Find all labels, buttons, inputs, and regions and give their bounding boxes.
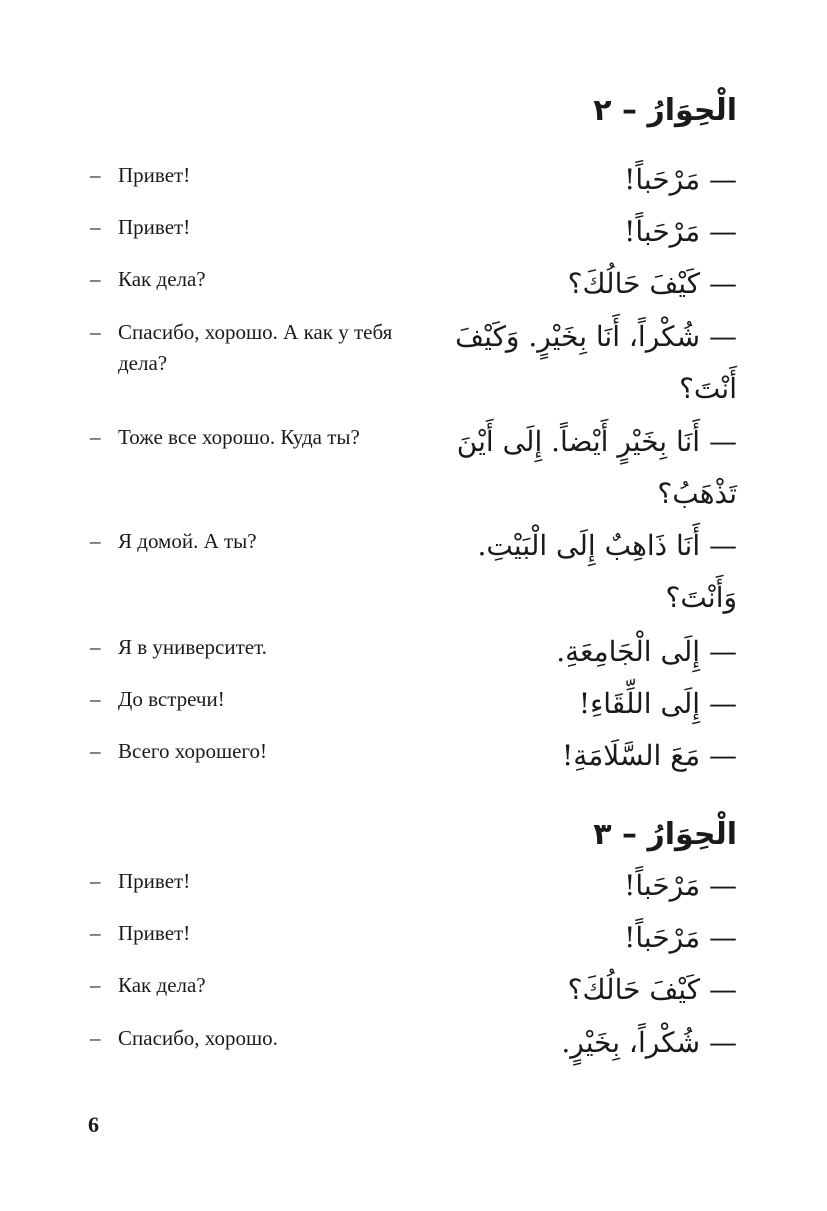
russian-line xyxy=(90,526,400,557)
page-number: 6 xyxy=(88,1112,99,1137)
dash-marker: – xyxy=(90,973,101,997)
dash-marker: – xyxy=(90,215,101,239)
russian-line xyxy=(90,684,400,715)
arabic-text: — أَنَا بِخَيْرٍ أَيْضاً. إِلَى أَيْنَ تَذْهَبُ؟ xyxy=(456,425,737,510)
dash-marker: – xyxy=(90,1026,101,1050)
arabic-text: — أَنَا ذَاهِبٌ إِلَى الْبَيْتِ. وَأَنْتَ؟ xyxy=(477,529,737,614)
russian-text: Привет! xyxy=(118,215,191,239)
dash-marker: – xyxy=(90,425,101,449)
dash-marker: – xyxy=(90,320,101,344)
russian-line xyxy=(90,918,400,949)
dash-marker: – xyxy=(90,635,101,659)
russian-text: Тоже все хорошо. Куда ты? xyxy=(118,425,360,449)
russian-text: Как дела? xyxy=(118,267,206,291)
russian-text: Привет! xyxy=(118,869,191,893)
arabic-text: — مَرْحَباً! xyxy=(624,163,737,196)
arabic-text: — مَرْحَباً! xyxy=(624,921,737,954)
dialogue-heading-2: الْحِوَارُ – ٢ xyxy=(593,93,737,128)
dash-marker: – xyxy=(90,267,101,291)
dialogue-heading-3: الْحِوَارُ – ٣ xyxy=(593,817,737,852)
arabic-text: — كَيْفَ حَالُكَ؟ xyxy=(567,267,737,300)
russian-line xyxy=(90,160,400,191)
dash-marker: – xyxy=(90,163,101,187)
russian-text: До встречи! xyxy=(118,687,225,711)
russian-line xyxy=(90,866,400,897)
russian-line xyxy=(90,1023,400,1054)
arabic-text: — شُكْراً، بِخَيْرٍ. xyxy=(561,1026,737,1059)
russian-line xyxy=(90,422,400,453)
arabic-text: — إِلَى اللِّقَاءِ! xyxy=(578,687,737,720)
russian-text: Как дела? xyxy=(118,973,206,997)
russian-text: Спасибо, хорошо. xyxy=(118,1026,278,1050)
russian-line xyxy=(90,632,400,663)
russian-line xyxy=(90,212,400,243)
dash-marker: – xyxy=(90,869,101,893)
arabic-text: — مَرْحَباً! xyxy=(624,869,737,902)
arabic-text: — كَيْفَ حَالُكَ؟ xyxy=(567,973,737,1006)
russian-text: Я в университет. xyxy=(118,635,267,659)
dash-marker: – xyxy=(90,529,101,553)
russian-text: Привет! xyxy=(118,163,191,187)
russian-text: Я домой. А ты? xyxy=(118,529,257,553)
russian-line xyxy=(90,317,400,379)
dash-marker: – xyxy=(90,687,101,711)
russian-text: Спасибо, хорошо. А как у тебя дела? xyxy=(118,320,393,375)
arabic-text: — مَعَ السَّلَامَةِ! xyxy=(562,739,737,772)
dash-marker: – xyxy=(90,921,101,945)
russian-text: Привет! xyxy=(118,921,191,945)
arabic-text: — شُكْراً، أَنَا بِخَيْرٍ. وَكَيْفَ أَنْتَ؟ xyxy=(455,320,737,405)
russian-text: Всего хорошего! xyxy=(118,739,268,763)
dash-marker: – xyxy=(90,739,101,763)
russian-line xyxy=(90,736,400,767)
arabic-text: — مَرْحَباً! xyxy=(624,215,737,248)
russian-line xyxy=(90,970,400,1001)
arabic-text: — إِلَى الْجَامِعَةِ. xyxy=(556,635,737,668)
russian-line xyxy=(90,264,400,295)
